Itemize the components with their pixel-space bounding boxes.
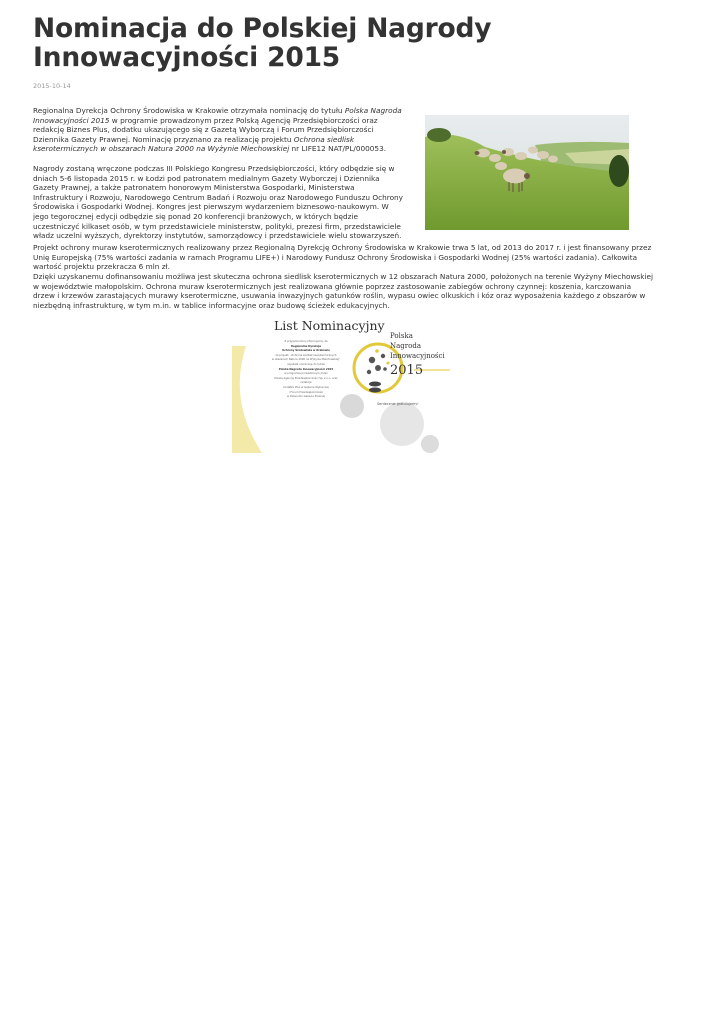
p1-text-a: Regionalna Dyrekcja Ochrony Środowiska w Krakowie otrzymała nominację do tytułu (33, 106, 345, 115)
publish-date: 2015-10-14 (33, 82, 71, 90)
article (33, 13, 653, 406)
sheep-photo (425, 115, 629, 230)
paragraph-2: Nagrody zostaną wręczone podczas III Polskiego Kongresu Przedsiębiorczości, który odbędzie się w dniach 5-6 listopada 2015 r. w Łodzi pod patronatem medialnym Gazety Wyborczej i Dziennika Gazety Prawnej, a także patronatem honorowym Ministerstwa Gospodarki, Ministerstwa Infrastruktury i Rozwoju, Narodowego Centrum Badań i Rozwoju oraz Narodowego Funduszu Ochrony Środowiska i Gospodarki Wodnej. Kongres jest pierwszym wydarzeniem biznesowo-naukowym. W jego tegorocznej edycji odbędzie się ponad 20 konferencji branżowych, w których będzie uczestniczyć kilkaset osób, w tym przedstawiciele ministerstw, polityki, prezesi firm, przedstawiciele władz uczelni wyższych, dyrektorzy instytutów, samorządowcy i przedstawiciele wielu stowarzyszeń. (33, 163, 403, 241)
letter-line: Regionalna Dyrekcja (290, 344, 322, 348)
nomination-letter-image (232, 316, 452, 453)
letter-line: redakcje (300, 381, 312, 385)
paragraph-3-wrap (33, 243, 653, 272)
p1-text-c: w programie prowadzonym przez Polską Agencję Przedsiębiorczości oraz redakcję Biznes Plus, dodatku ukazującego się z Gazetą Wyborczą i Forum Przedsiębiorczości Dziennika Gazety Prawnej. Nominację przyznano za realizację projektu (33, 115, 378, 144)
letter-line: Polską Agencję Przedsiębiorczości Sp. z o.o. oraz (274, 376, 338, 380)
letter-line: i Forum Przedsiębiorczości (288, 390, 324, 394)
letter-line: Ochrony Środowiska w Krakowie (282, 349, 330, 353)
p1-award-name: Polska Nagroda Innowacyjności 2015 (33, 106, 402, 125)
sheep-photo-image (425, 115, 629, 230)
letter-line: Dodatku Plus w Gazecie Wyborczej (283, 385, 329, 389)
letter-line: w obszarach Natura 2000 na Wyżynie Miechowskiej” (271, 358, 341, 362)
award-line-3: Innowacyjności (390, 352, 445, 360)
congratulations-text: Serdecznie gratulujemy! (377, 402, 419, 406)
award-year: 2015 (390, 363, 424, 378)
paragraph-3: Projekt ochrony muraw kserotermicznych realizowany przez Regionalną Dyrekcję Ochrony Środowiska w Krakowie trwa 5 lat, od 2013 do 2017 r. i jest finansowany przez Unię Europejską (75% wartości zadania w ramach Programu LIFE+) i Narodowy Fundusz Ochrony Środowiska i Gospodarki Wodnej (25% wartości zadania). Całkowita wartość projektu przekracza 6 mln zł. (33, 243, 652, 272)
letter-line: w programie prowadzonym przez (284, 372, 328, 376)
paragraph-4: Dzięki uzyskanemu dofinansowaniu możliwa jest skuteczna ochrona siedlisk kserotermicznych w 12 obszarach Natura 2000, położonych na terenie Wyżyny Miechowskiej w województwie małopolskim. Ochrona muraw kserotermicznych jest realizowana głównie poprzez zastosowanie zabiegów ochrony czynnej: koszenia, karczowania drzew i krzewów zarastających murawy kserotermiczne, usuwania inwazyjnych gatunków roślin, wypasu owiec olkuskich i kóz oraz wyposażenia każdego z obszarów w niezbędną infrastrukturę, w tym m.in. w tablice informacyjne oraz budowę ścieżek edukacyjnych. (33, 272, 653, 310)
award-line-2: Nagroda (390, 342, 421, 350)
letter-line: za projekt: „Ochrona siedlisk kserotermicznych (275, 353, 337, 357)
letter-body (256, 340, 356, 400)
page-title: Nominacja do Polskiej Nagrody Innowacyjności 2015 (33, 13, 492, 73)
letter-line: Z przyjemnością informujemy, że (284, 340, 328, 343)
letter-line: Polska Nagroda Innowacyjności 2015 (278, 367, 334, 371)
nomination-heading: List Nominacyjny (274, 318, 385, 333)
p1-text-e: nr LIFE12 NAT/PL/000053. (289, 144, 387, 154)
letter-line: uzyskała nominację do tytułu (286, 362, 326, 366)
award-logo-text (390, 331, 445, 361)
intro-text (33, 106, 405, 251)
award-line-1: Polska (390, 332, 413, 340)
letter-line: w Dzienniku Gazecie Prawnej (287, 395, 325, 399)
paragraph-4-wrap (33, 272, 653, 310)
paragraph-1 (33, 106, 405, 154)
p1-project-name: Ochrona siedlisk kserotermicznych w obszarach Natura 2000 na Wyżynie Miechowskiej (33, 134, 355, 154)
